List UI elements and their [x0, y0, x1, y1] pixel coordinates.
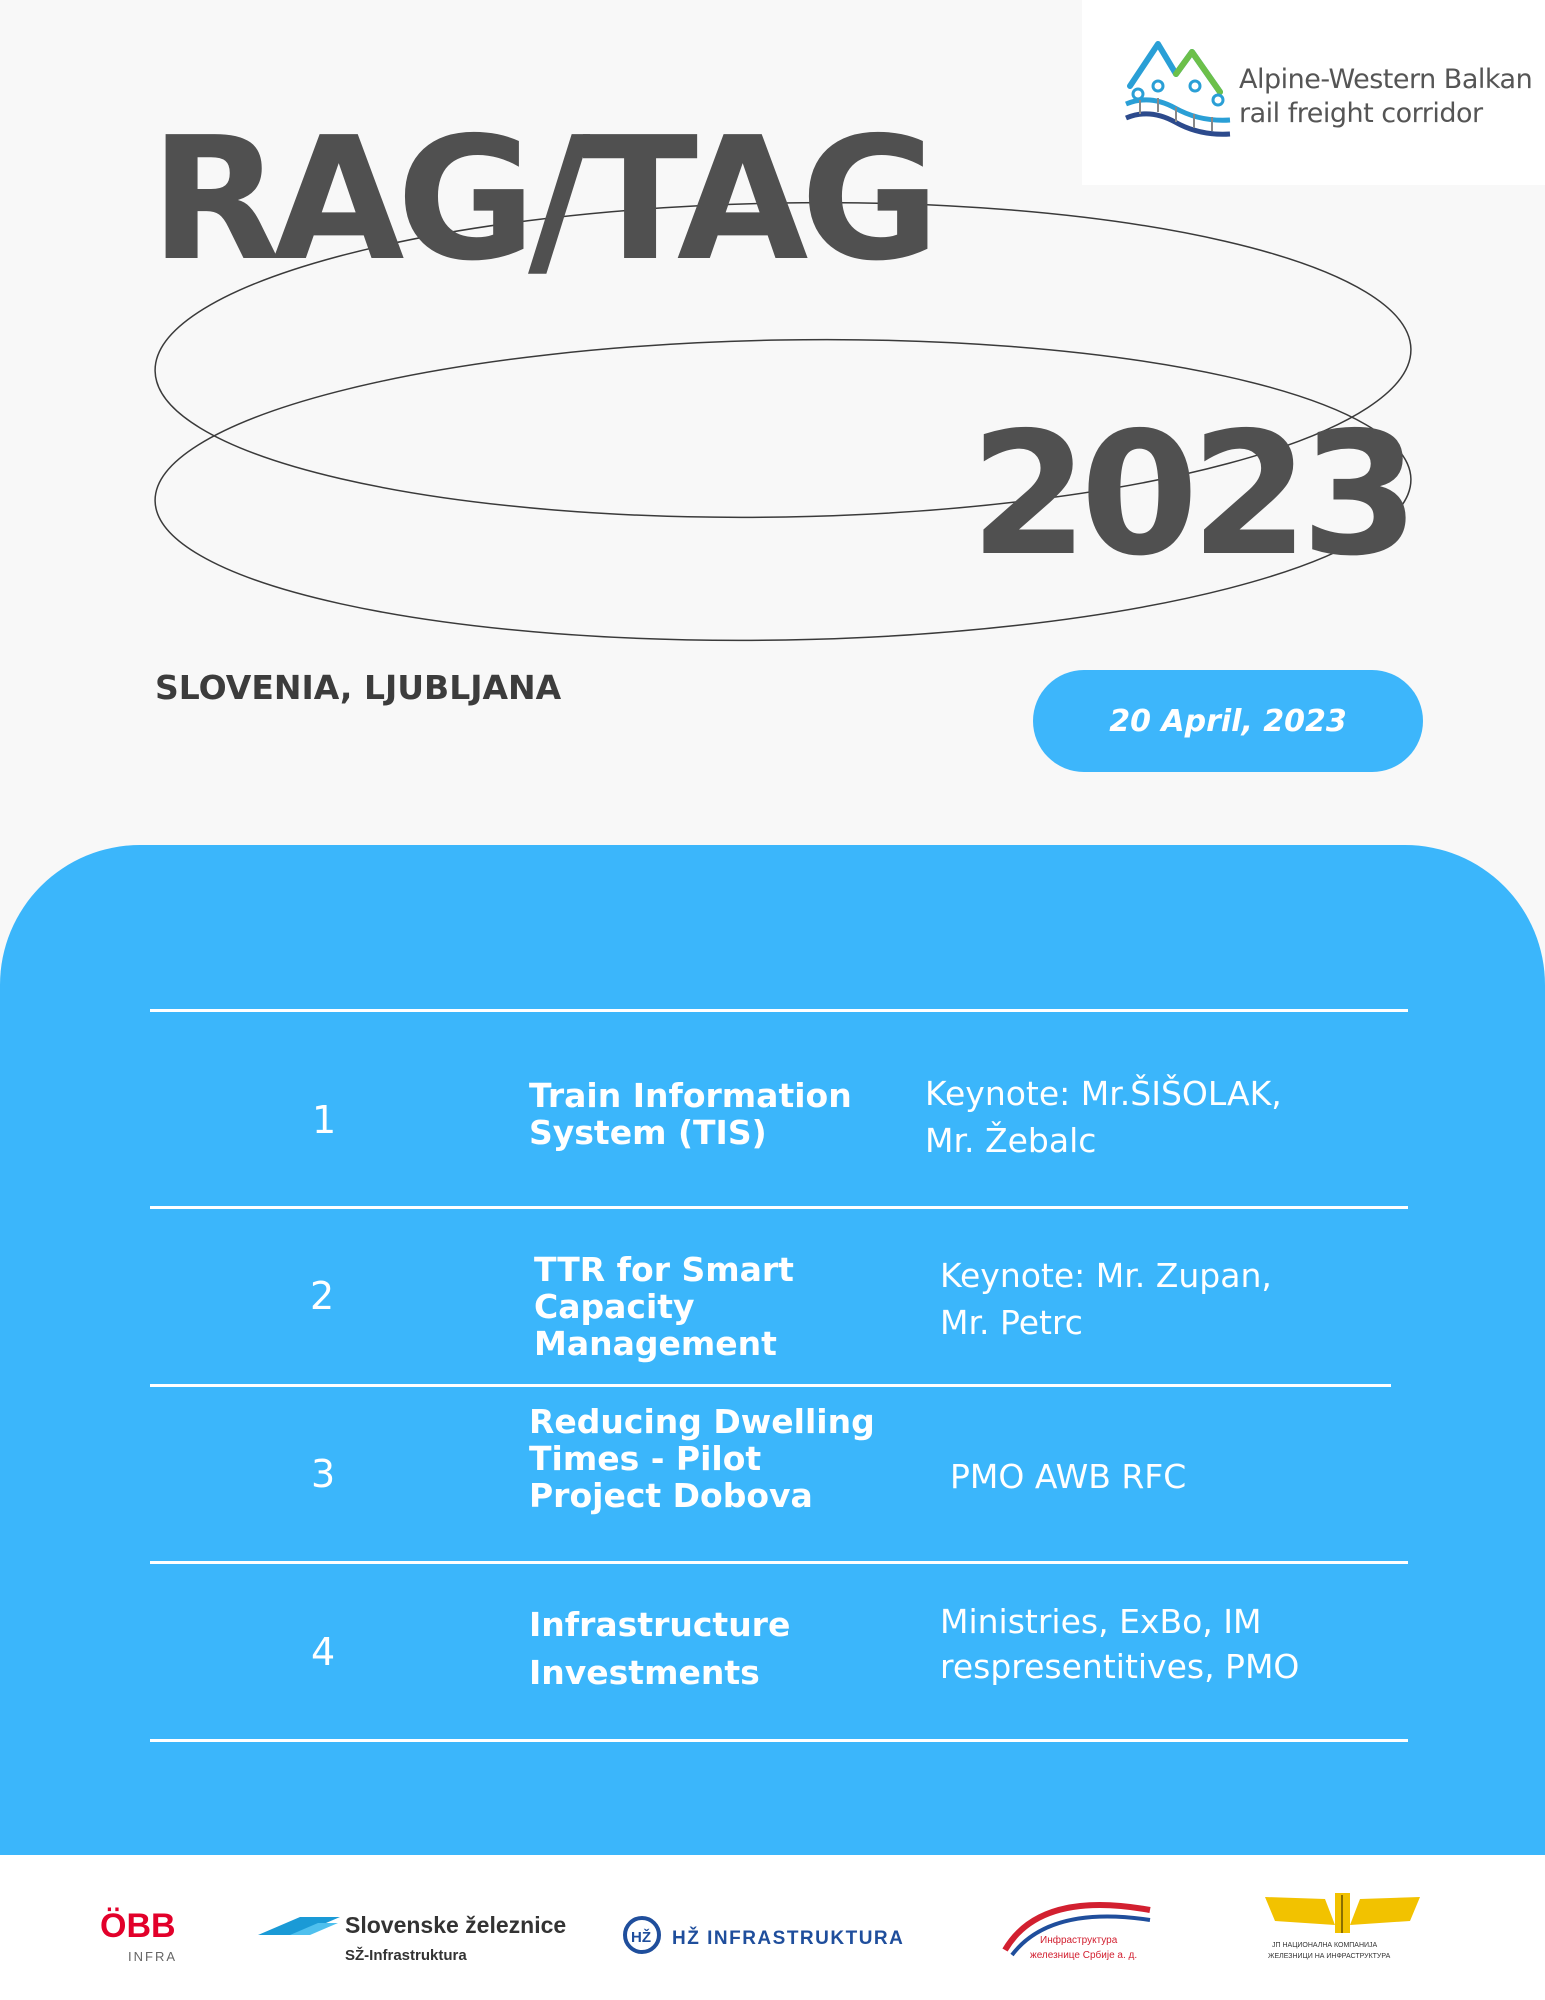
svg-text:ЈП НАЦИОНАЛНА КОМПАНИЈА: ЈП НАЦИОНАЛНА КОМПАНИЈА: [1272, 1942, 1378, 1949]
agenda-row-speaker: Keynote: Mr. Zupan, Mr. Petrc: [940, 1256, 1272, 1342]
svg-text:железнице Србије а. д.: железнице Србије а. д.: [1030, 1950, 1138, 1961]
agenda-divider: [150, 1561, 1408, 1564]
hz-infrastruktura-logo: [625, 1918, 904, 1952]
agenda-divider: [150, 1206, 1408, 1209]
event-location: SLOVENIA, LJUBLJANA: [155, 668, 562, 707]
corridor-logo-line2: rail freight corridor: [1239, 98, 1483, 129]
svg-text:INFRA: INFRA: [128, 1949, 177, 1964]
agenda-row-number: 3: [311, 1452, 336, 1496]
agenda-divider: [150, 1009, 1408, 1012]
winged-wheel-icon: [1265, 1897, 1335, 1925]
svg-text:ЖЕЛЕЗНИЦИ НА ИНФРАСТРУКТУРА: ЖЕЛЕЗНИЦИ НА ИНФРАСТРУКТУРА: [1268, 1953, 1391, 1960]
agenda-divider: [150, 1384, 1391, 1387]
date-badge: [1033, 670, 1423, 772]
agenda-row-topic: Train Information System (TIS): [529, 1076, 852, 1152]
svg-text:HŽ: HŽ: [631, 1929, 651, 1946]
agenda-row-speaker: PMO AWB RFC: [950, 1457, 1187, 1496]
corridor-logo-line1: Alpine-Western Balkan: [1239, 64, 1533, 95]
agenda-row-number: 2: [310, 1274, 335, 1318]
page-title: RAG/TAG: [150, 101, 932, 299]
agenda-row-speaker: Keynote: Mr.ŠIŠOLAK, Mr. Žebalc: [925, 1074, 1282, 1160]
corridor-logo: [1082, 0, 1545, 185]
event-date: 20 April, 2023: [1109, 703, 1347, 739]
sz-infrastruktura-logo: [258, 1912, 566, 1964]
page-year: 2023: [970, 396, 1412, 594]
svg-text:Инфраструктура: Инфраструктура: [1040, 1935, 1118, 1946]
svg-text:ÖBB: ÖBB: [100, 1907, 176, 1945]
agenda-panel: [0, 845, 1545, 1855]
agenda-row-topic: TTR for Smart Capacity Management: [534, 1250, 794, 1363]
obb-infra-logo: [100, 1907, 177, 1964]
svg-text:SŽ-Infrastruktura: SŽ-Infrastruktura: [345, 1947, 467, 1964]
mountain-rail-icon: [1120, 34, 1240, 144]
svg-text:Slovenske železnice: Slovenske železnice: [345, 1912, 567, 1938]
macedonian-railways-infrastructure-logo: [1265, 1893, 1420, 1960]
agenda-row-topic: Reducing Dwelling Times - Pilot Project Dobova: [529, 1402, 875, 1515]
agenda-row-number: 1: [312, 1098, 337, 1142]
agenda-divider: [150, 1739, 1408, 1742]
partner-logos-footer: [0, 1855, 1545, 2000]
agenda-row-topic: Infrastructure Investments: [529, 1605, 791, 1692]
agenda-row-speaker: Ministries, ExBo, IM respresentitives, PMO: [940, 1602, 1300, 1686]
agenda-row-number: 4: [311, 1630, 336, 1674]
svg-text:HŽ INFRASTRUKTURA: HŽ INFRASTRUKTURA: [672, 1928, 905, 1949]
infrastruktura-zeleznice-srbije-logo: [1005, 1905, 1150, 1961]
